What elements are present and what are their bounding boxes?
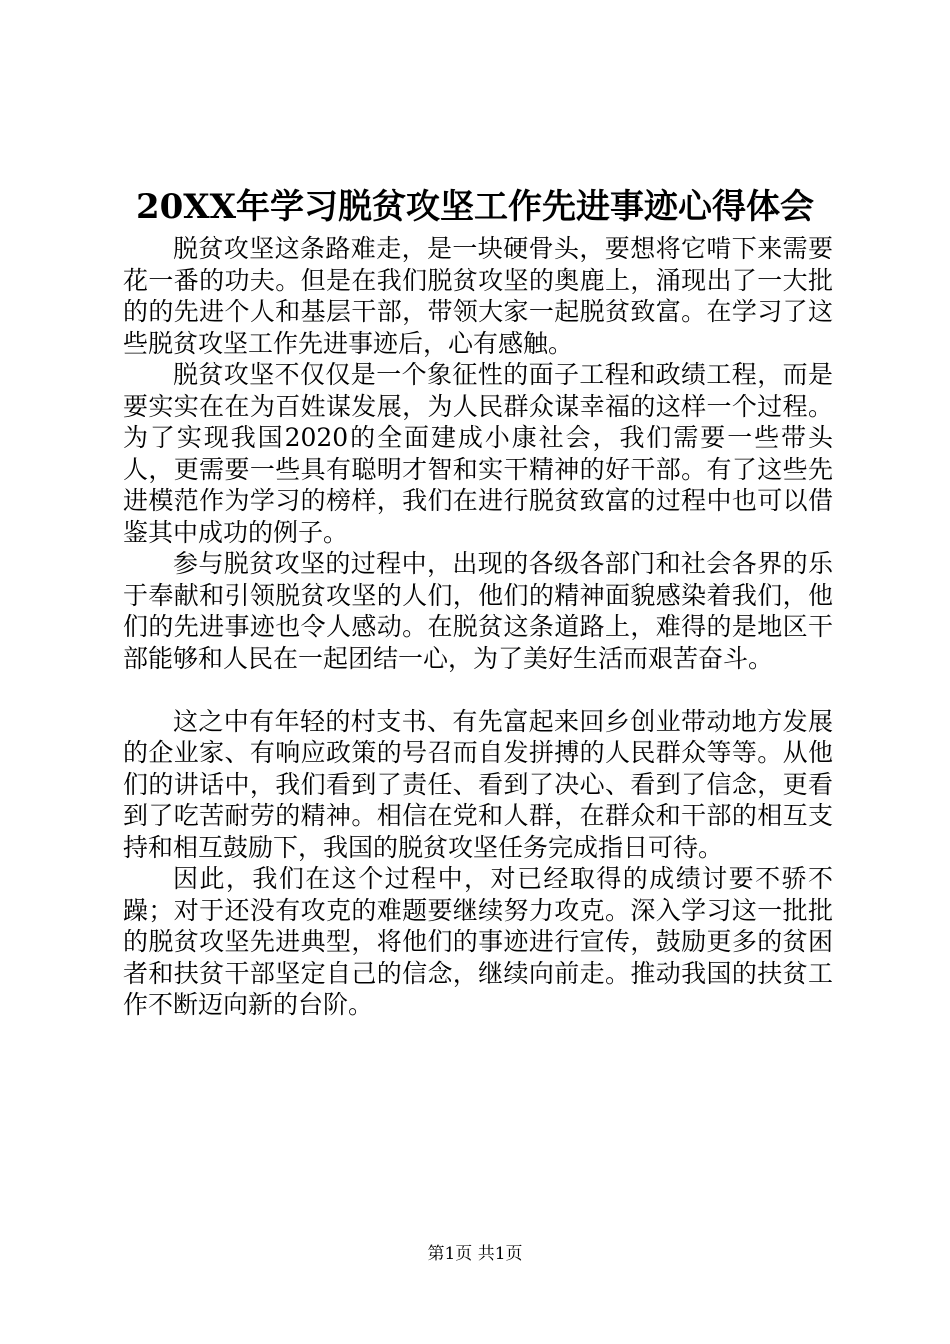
paragraph-4: 这之中有年轻的村支书、有先富起来回乡创业带动地方发展的企业家、有响应政策的号召而自发拼搏的人民群众等等。从他们的讲话中，我们看到了责任、看到了决心、看到了信念，更看到了吃苦耐劳的精神。相信在党和人群，在群众和干部的相互支持和相互鼓励下，我国的脱贫攻坚任务完成指日可待。	[123, 706, 833, 862]
paragraph-3: 参与脱贫攻坚的过程中，出现的各级各部门和社会各界的乐于奉献和引领脱贫攻坚的人们，他们的精神面貌感染着我们，他们的先进事迹也令人感动。在脱贫这条道路上，难得的是地区干部能够和人民在一起团结一心，为了美好生活而艰苦奋斗。	[123, 549, 833, 673]
paragraph-2: 脱贫攻坚不仅仅是一个象征性的面子工程和政绩工程，而是要实实在在为百姓谋发展，为人民群众谋幸福的这样一个过程。为了实现我国2020的全面建成小康社会，我们需要一些带头人，更需要一些具有聪明才智和实干精神的好干部。有了这些先进模范作为学习的榜样，我们在进行脱贫致富的过程中也可以借鉴其中成功的例子。	[123, 360, 833, 547]
paragraph-5: 因此，我们在这个过程中，对已经取得的成绩讨要不骄不躁；对于还没有攻克的难题要继续努力攻克。深入学习这一批批的脱贫攻坚先进典型，将他们的事迹进行宣传，鼓励更多的贫困者和扶贫干部坚定自己的信念，继续向前走。推动我国的扶贫工作不断迈向新的台阶。	[123, 864, 833, 1019]
paragraph-1: 脱贫攻坚这条路难走，是一块硬骨头，要想将它啃下来需要花一番的功夫。但是在我们脱贫攻坚的奥鹿上，涌现出了一大批的的先进个人和基层干部，带领大家一起脱贫致富。在学习了这些脱贫攻坚工作先进事迹后，心有感触。	[123, 234, 833, 358]
page-footer: 第1页 共1页	[427, 1244, 523, 1264]
document-title: 20XX年学习脱贫攻坚工作先进事迹心得体会	[135, 187, 815, 227]
document-body	[123, 233, 833, 1021]
